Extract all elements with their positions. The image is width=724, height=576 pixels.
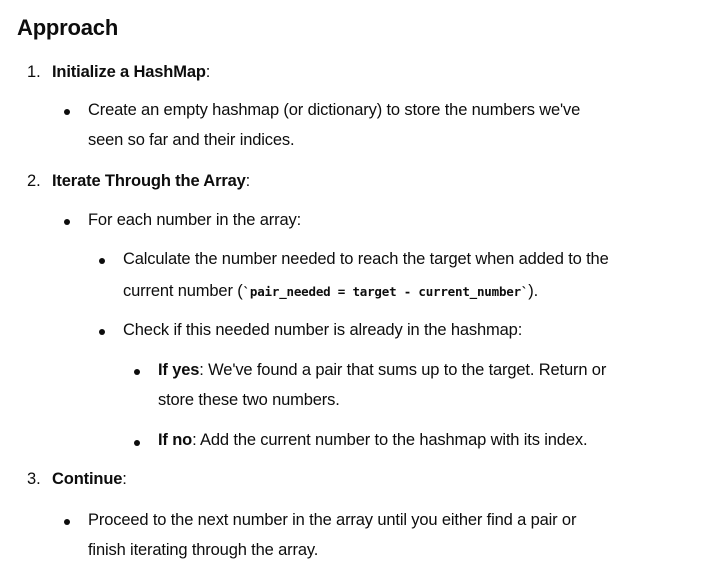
inline-code: `pair_needed = target - current_number` [242, 284, 529, 299]
step-number: 2. [27, 172, 41, 190]
bullet-text: finish iterating through the array. [88, 541, 319, 559]
bullet-icon [64, 109, 70, 115]
bullet-icon [134, 440, 140, 446]
bullet-text: If yes: We've found a pair that sums up to the target. Return or [158, 361, 607, 379]
bullet-text: store these two numbers. [158, 391, 340, 409]
bullet-text: Proceed to the next number in the array until you either find a pair or [88, 511, 577, 529]
bullet-text: current number (`pair_needed = target - current_number`). [123, 282, 539, 300]
bullet-icon [64, 219, 70, 225]
bullet-icon [64, 519, 70, 525]
step-number: 3. [27, 470, 41, 488]
section-heading: Approach [17, 15, 119, 40]
bullet-icon [134, 369, 140, 375]
step-title: Continue: [52, 470, 127, 488]
bullet-text: Check if this needed number is already in the hashmap: [123, 321, 523, 339]
step-number: 1. [27, 63, 41, 81]
bullet-text: Create an empty hashmap (or dictionary) to store the numbers we've [88, 101, 581, 119]
bullet-text: Calculate the number needed to reach the target when added to the [123, 250, 609, 268]
bullet-icon [99, 258, 105, 264]
step-title: Iterate Through the Array: [52, 172, 251, 190]
bullet-icon [99, 329, 105, 335]
bullet-text: If no: Add the current number to the hashmap with its index. [158, 431, 588, 449]
bullet-text: For each number in the array: [88, 211, 302, 229]
bullet-text: seen so far and their indices. [88, 131, 295, 149]
step-title: Initialize a HashMap: [52, 63, 211, 81]
